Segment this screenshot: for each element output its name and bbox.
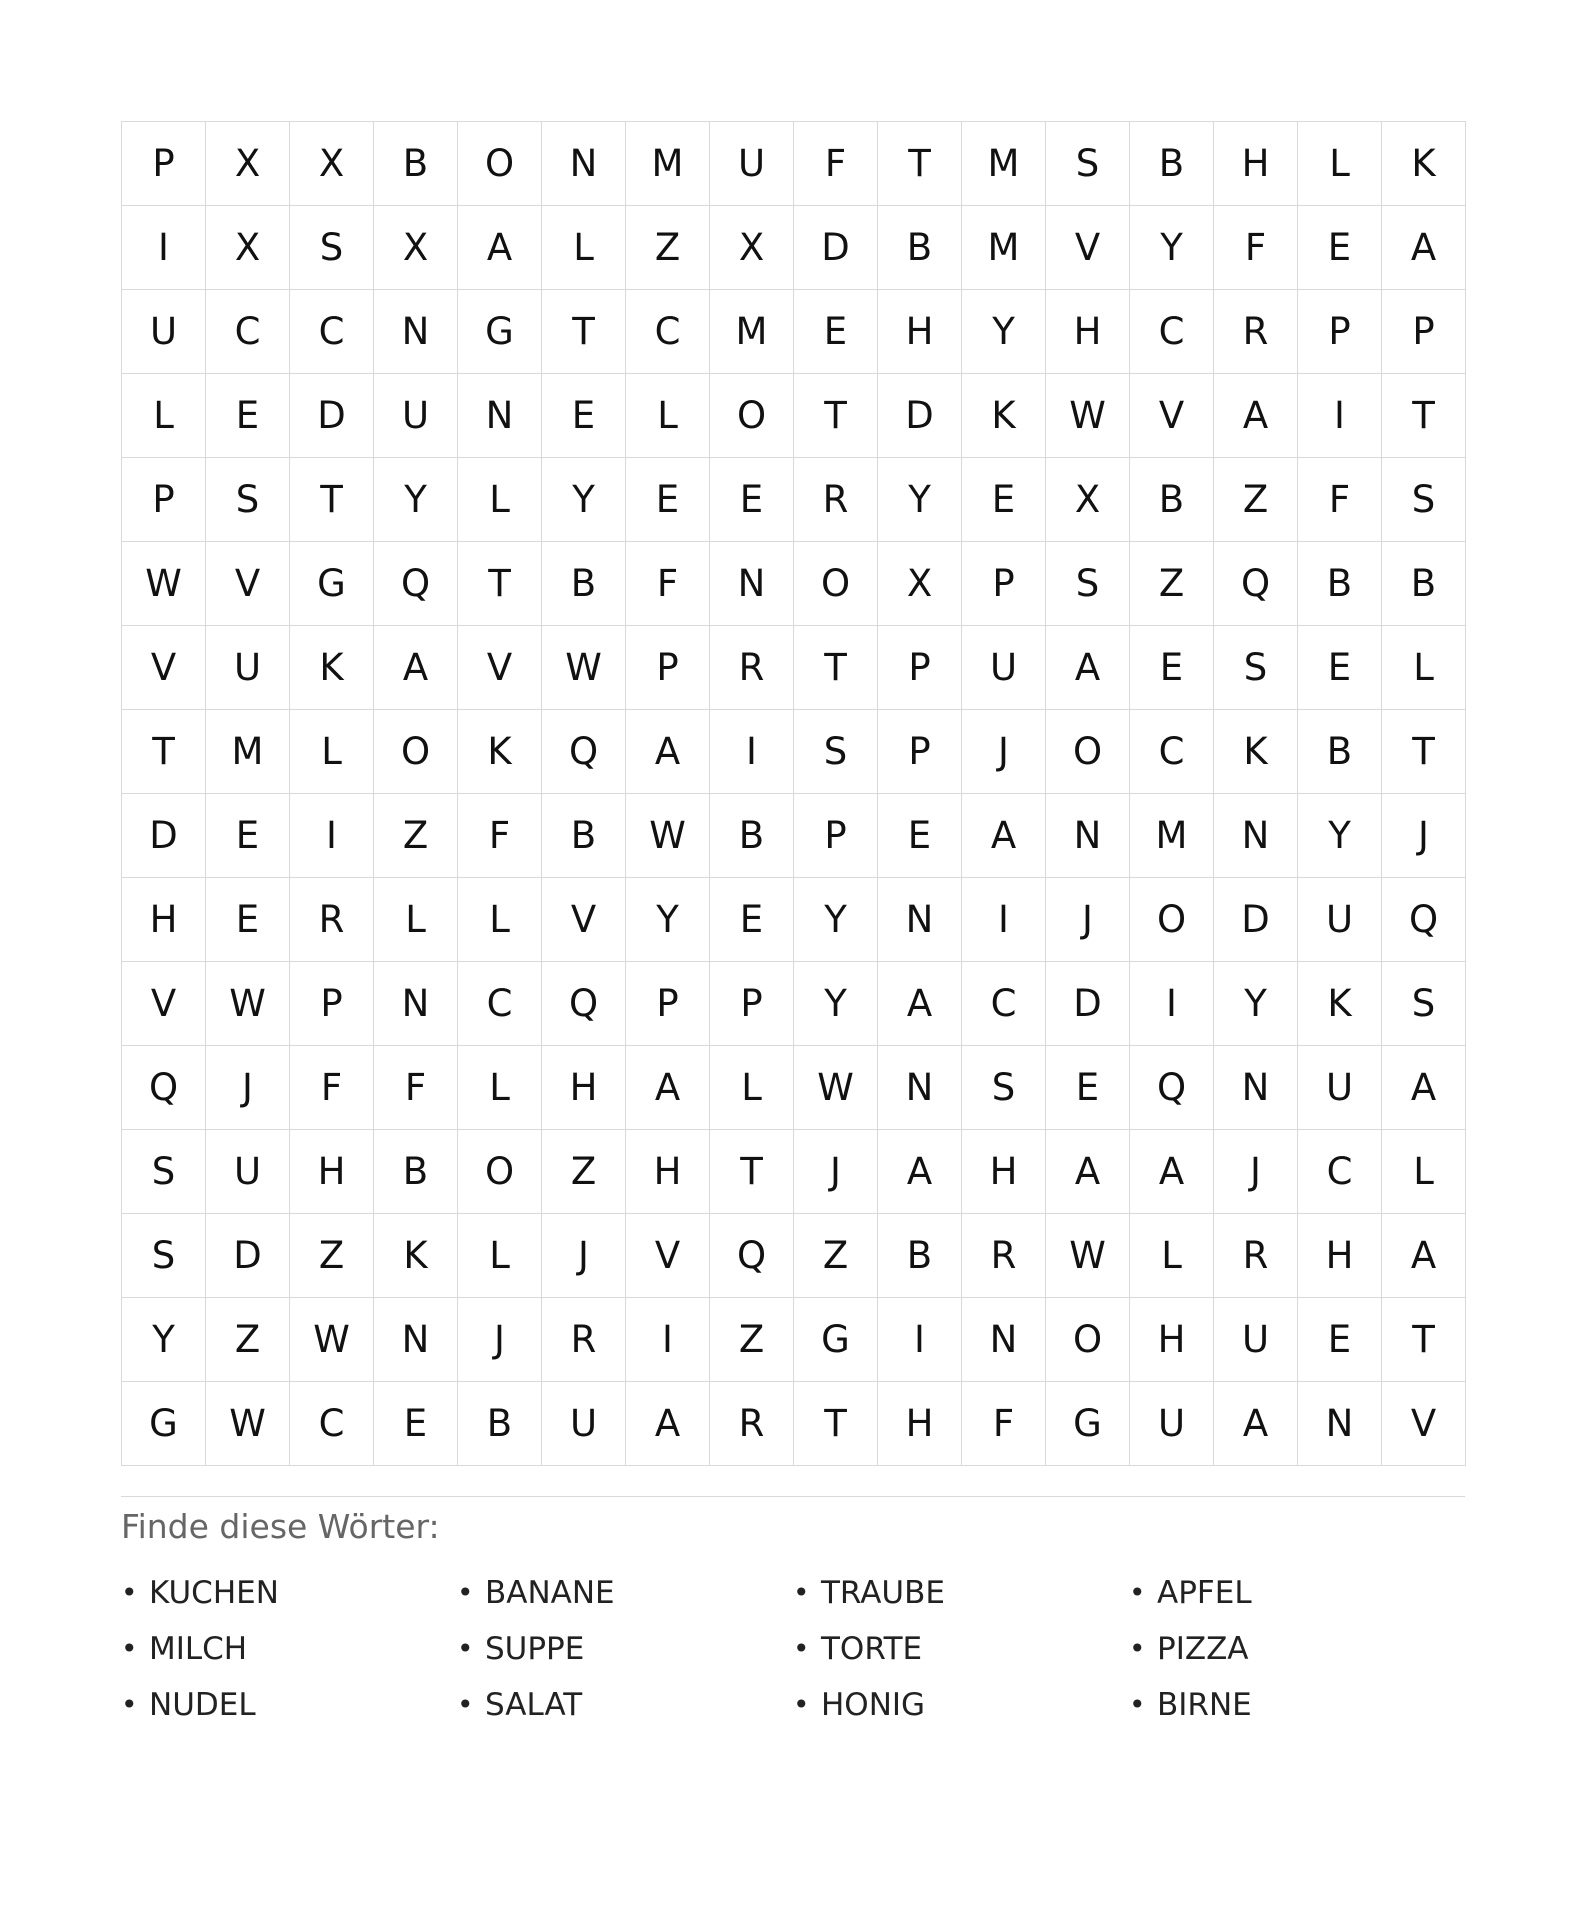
grid-cell[interactable]: C bbox=[290, 290, 374, 374]
grid-cell[interactable]: A bbox=[878, 1130, 962, 1214]
grid-cell[interactable]: B bbox=[1382, 542, 1466, 626]
grid-cell[interactable]: L bbox=[458, 1046, 542, 1130]
grid-cell[interactable]: N bbox=[458, 374, 542, 458]
grid-cell[interactable]: L bbox=[122, 374, 206, 458]
grid-cell[interactable]: U bbox=[206, 626, 290, 710]
grid-cell[interactable]: Y bbox=[374, 458, 458, 542]
grid-cell[interactable]: P bbox=[1298, 290, 1382, 374]
grid-cell[interactable]: L bbox=[542, 206, 626, 290]
grid-cell[interactable]: V bbox=[122, 626, 206, 710]
grid-cell[interactable]: S bbox=[122, 1130, 206, 1214]
grid-cell[interactable]: M bbox=[1130, 794, 1214, 878]
grid-cell[interactable]: T bbox=[878, 122, 962, 206]
word-label: NUDEL bbox=[149, 1687, 256, 1723]
grid-cell[interactable]: Q bbox=[542, 962, 626, 1046]
grid-cell[interactable]: C bbox=[206, 290, 290, 374]
word-list-item bbox=[1129, 1621, 1465, 1677]
grid-cell[interactable]: V bbox=[1382, 1382, 1466, 1466]
word-list-prompt: Finde diese Wörter: bbox=[121, 1507, 440, 1546]
grid-cell[interactable]: W bbox=[122, 542, 206, 626]
grid-cell[interactable]: M bbox=[962, 122, 1046, 206]
grid-cell[interactable]: Y bbox=[1130, 206, 1214, 290]
grid-cell[interactable]: A bbox=[1382, 206, 1466, 290]
grid-cell[interactable]: Q bbox=[1382, 878, 1466, 962]
grid-cell[interactable]: O bbox=[1046, 710, 1130, 794]
grid-cell[interactable]: P bbox=[878, 710, 962, 794]
grid-cell[interactable]: G bbox=[1046, 1382, 1130, 1466]
grid-cell[interactable]: R bbox=[962, 1214, 1046, 1298]
grid-cell[interactable]: P bbox=[1382, 290, 1466, 374]
grid-cell[interactable]: U bbox=[122, 290, 206, 374]
grid-cell[interactable]: P bbox=[710, 962, 794, 1046]
grid-cell[interactable]: A bbox=[374, 626, 458, 710]
word-list-item bbox=[457, 1677, 793, 1733]
grid-cell[interactable]: A bbox=[1046, 1130, 1130, 1214]
grid-cell[interactable]: L bbox=[626, 374, 710, 458]
grid-cell[interactable]: E bbox=[962, 458, 1046, 542]
grid-cell[interactable]: I bbox=[1130, 962, 1214, 1046]
word-label: PIZZA bbox=[1157, 1631, 1249, 1667]
grid-cell[interactable]: Y bbox=[1298, 794, 1382, 878]
grid-cell[interactable]: M bbox=[962, 206, 1046, 290]
grid-cell[interactable]: S bbox=[962, 1046, 1046, 1130]
word-label: KUCHEN bbox=[149, 1575, 279, 1611]
grid-cell[interactable]: U bbox=[710, 122, 794, 206]
grid-cell[interactable]: S bbox=[290, 206, 374, 290]
grid-cell[interactable]: R bbox=[794, 458, 878, 542]
grid-cell[interactable]: Y bbox=[122, 1298, 206, 1382]
word-list-item bbox=[457, 1565, 793, 1621]
grid-cell[interactable]: P bbox=[122, 458, 206, 542]
grid-cell[interactable]: H bbox=[878, 290, 962, 374]
grid-cell[interactable]: B bbox=[1298, 542, 1382, 626]
grid-cell[interactable]: Z bbox=[710, 1298, 794, 1382]
grid-cell[interactable]: O bbox=[710, 374, 794, 458]
grid-cell[interactable]: E bbox=[542, 374, 626, 458]
grid-cell[interactable]: V bbox=[1130, 374, 1214, 458]
grid-cell[interactable]: H bbox=[1046, 290, 1130, 374]
grid-cell[interactable]: D bbox=[878, 374, 962, 458]
grid-cell[interactable]: Q bbox=[710, 1214, 794, 1298]
grid-cell[interactable]: B bbox=[374, 122, 458, 206]
grid-cell[interactable]: E bbox=[1298, 626, 1382, 710]
grid-cell[interactable]: D bbox=[1214, 878, 1298, 962]
grid-cell[interactable]: B bbox=[458, 1382, 542, 1466]
bullet-icon: • bbox=[1129, 1688, 1146, 1721]
grid-cell[interactable]: O bbox=[374, 710, 458, 794]
word-list-item bbox=[457, 1621, 793, 1677]
grid-cell[interactable]: K bbox=[1382, 122, 1466, 206]
bullet-icon: • bbox=[793, 1688, 810, 1721]
grid-cell[interactable]: T bbox=[1382, 710, 1466, 794]
grid-cell[interactable]: B bbox=[878, 1214, 962, 1298]
grid-cell[interactable]: O bbox=[1046, 1298, 1130, 1382]
grid-cell[interactable]: U bbox=[962, 626, 1046, 710]
grid-cell[interactable]: L bbox=[1382, 626, 1466, 710]
grid-cell[interactable]: L bbox=[458, 1214, 542, 1298]
grid-cell[interactable]: D bbox=[794, 206, 878, 290]
bullet-icon: • bbox=[457, 1576, 474, 1609]
grid-cell[interactable]: O bbox=[1130, 878, 1214, 962]
grid-cell[interactable]: H bbox=[1298, 1214, 1382, 1298]
grid-cell[interactable]: C bbox=[1298, 1130, 1382, 1214]
bullet-icon: • bbox=[121, 1576, 138, 1609]
grid-cell[interactable]: U bbox=[206, 1130, 290, 1214]
grid-cell[interactable]: Y bbox=[794, 962, 878, 1046]
grid-cell[interactable]: A bbox=[1130, 1130, 1214, 1214]
grid-cell[interactable]: P bbox=[122, 122, 206, 206]
grid-cell[interactable]: X bbox=[710, 206, 794, 290]
grid-cell[interactable]: O bbox=[458, 1130, 542, 1214]
grid-cell[interactable]: F bbox=[794, 122, 878, 206]
grid-cell[interactable]: A bbox=[962, 794, 1046, 878]
grid-cell[interactable]: N bbox=[1298, 1382, 1382, 1466]
grid-cell[interactable]: Y bbox=[542, 458, 626, 542]
grid-cell[interactable]: F bbox=[374, 1046, 458, 1130]
grid-cell[interactable]: E bbox=[794, 290, 878, 374]
word-label: SUPPE bbox=[485, 1631, 585, 1667]
grid-cell[interactable]: Z bbox=[1214, 458, 1298, 542]
grid-cell[interactable]: T bbox=[710, 1130, 794, 1214]
word-list bbox=[121, 1565, 1465, 1733]
grid-cell[interactable]: I bbox=[122, 206, 206, 290]
grid-cell[interactable]: X bbox=[290, 122, 374, 206]
grid-cell[interactable]: J bbox=[1214, 1130, 1298, 1214]
grid-cell[interactable]: T bbox=[1382, 1298, 1466, 1382]
grid-cell[interactable]: Q bbox=[1130, 1046, 1214, 1130]
grid-cell[interactable]: S bbox=[1382, 458, 1466, 542]
grid-cell[interactable]: U bbox=[1214, 1298, 1298, 1382]
grid-cell[interactable]: K bbox=[962, 374, 1046, 458]
grid-cell[interactable]: G bbox=[794, 1298, 878, 1382]
grid-cell[interactable]: L bbox=[290, 710, 374, 794]
grid-cell[interactable]: E bbox=[1298, 206, 1382, 290]
grid-cell[interactable]: T bbox=[290, 458, 374, 542]
grid-cell[interactable]: K bbox=[374, 1214, 458, 1298]
grid-cell[interactable]: D bbox=[1046, 962, 1130, 1046]
divider bbox=[121, 1496, 1465, 1497]
grid-cell[interactable]: C bbox=[1130, 710, 1214, 794]
grid-cell[interactable]: S bbox=[1046, 542, 1130, 626]
grid-cell[interactable]: J bbox=[1046, 878, 1130, 962]
word-label: TRAUBE bbox=[821, 1575, 945, 1611]
grid-cell[interactable]: C bbox=[290, 1382, 374, 1466]
grid-cell[interactable]: N bbox=[878, 1046, 962, 1130]
grid-cell[interactable]: R bbox=[710, 626, 794, 710]
grid-cell[interactable]: X bbox=[878, 542, 962, 626]
grid-cell[interactable]: A bbox=[626, 710, 710, 794]
grid-cell[interactable]: C bbox=[626, 290, 710, 374]
grid-cell[interactable]: N bbox=[374, 290, 458, 374]
grid-cell[interactable]: U bbox=[1298, 878, 1382, 962]
grid-cell[interactable]: N bbox=[878, 878, 962, 962]
grid-cell[interactable]: E bbox=[1130, 626, 1214, 710]
grid-cell[interactable]: K bbox=[458, 710, 542, 794]
grid-cell[interactable]: B bbox=[878, 206, 962, 290]
grid-cell[interactable]: L bbox=[710, 1046, 794, 1130]
grid-cell[interactable]: P bbox=[794, 794, 878, 878]
grid-cell[interactable]: B bbox=[1130, 122, 1214, 206]
bullet-icon: • bbox=[457, 1632, 474, 1665]
grid-cell[interactable]: J bbox=[458, 1298, 542, 1382]
grid-cell[interactable]: V bbox=[122, 962, 206, 1046]
grid-cell[interactable]: N bbox=[542, 122, 626, 206]
grid-cell[interactable]: K bbox=[1214, 710, 1298, 794]
grid-cell[interactable]: L bbox=[458, 458, 542, 542]
word-list-item bbox=[121, 1621, 457, 1677]
grid-cell[interactable]: P bbox=[962, 542, 1046, 626]
grid-cell[interactable]: A bbox=[1046, 626, 1130, 710]
grid-cell[interactable]: E bbox=[710, 878, 794, 962]
grid-cell[interactable]: Z bbox=[206, 1298, 290, 1382]
grid-cell[interactable]: I bbox=[878, 1298, 962, 1382]
grid-cell[interactable]: C bbox=[1130, 290, 1214, 374]
grid-cell[interactable]: X bbox=[206, 122, 290, 206]
word-list-item bbox=[121, 1677, 457, 1733]
grid-cell[interactable]: L bbox=[374, 878, 458, 962]
grid-cell[interactable]: E bbox=[206, 374, 290, 458]
grid-cell[interactable]: S bbox=[794, 710, 878, 794]
grid-cell[interactable]: E bbox=[374, 1382, 458, 1466]
grid-cell[interactable]: W bbox=[794, 1046, 878, 1130]
grid-cell[interactable]: J bbox=[1382, 794, 1466, 878]
grid-cell[interactable]: B bbox=[1130, 458, 1214, 542]
grid-cell[interactable]: I bbox=[626, 1298, 710, 1382]
bullet-icon: • bbox=[793, 1632, 810, 1665]
word-list-item bbox=[1129, 1565, 1465, 1621]
grid-cell[interactable]: N bbox=[1214, 1046, 1298, 1130]
grid-cell[interactable]: L bbox=[1298, 122, 1382, 206]
grid-cell[interactable]: E bbox=[710, 458, 794, 542]
grid-cell[interactable]: N bbox=[962, 1298, 1046, 1382]
grid-cell[interactable]: C bbox=[458, 962, 542, 1046]
grid-cell[interactable]: I bbox=[290, 794, 374, 878]
grid-cell[interactable]: H bbox=[1214, 122, 1298, 206]
grid-cell[interactable]: F bbox=[626, 542, 710, 626]
grid-cell[interactable]: I bbox=[710, 710, 794, 794]
word-label: BANANE bbox=[485, 1575, 615, 1611]
grid-cell[interactable]: Z bbox=[794, 1214, 878, 1298]
bullet-icon: • bbox=[1129, 1576, 1146, 1609]
grid-cell[interactable]: U bbox=[542, 1382, 626, 1466]
grid-cell[interactable]: H bbox=[962, 1130, 1046, 1214]
grid-cell[interactable]: R bbox=[710, 1382, 794, 1466]
grid-cell[interactable]: H bbox=[878, 1382, 962, 1466]
grid-cell[interactable]: L bbox=[1130, 1214, 1214, 1298]
grid-cell[interactable]: E bbox=[206, 794, 290, 878]
word-label: TORTE bbox=[821, 1631, 923, 1667]
grid-cell[interactable]: B bbox=[542, 794, 626, 878]
grid-cell[interactable]: X bbox=[374, 206, 458, 290]
grid-cell[interactable]: H bbox=[290, 1130, 374, 1214]
grid-cell[interactable]: O bbox=[458, 122, 542, 206]
grid-cell[interactable]: I bbox=[1298, 374, 1382, 458]
grid-cell[interactable]: C bbox=[962, 962, 1046, 1046]
grid-cell[interactable]: S bbox=[1382, 962, 1466, 1046]
word-label: BIRNE bbox=[1157, 1687, 1252, 1723]
grid-cell[interactable]: K bbox=[1298, 962, 1382, 1046]
grid-cell[interactable]: R bbox=[290, 878, 374, 962]
grid-cell[interactable]: T bbox=[794, 1382, 878, 1466]
word-search-puzzle bbox=[121, 121, 1465, 1733]
grid-cell[interactable]: I bbox=[962, 878, 1046, 962]
grid-cell[interactable]: M bbox=[206, 710, 290, 794]
grid-cell[interactable]: W bbox=[206, 962, 290, 1046]
grid-cell[interactable]: T bbox=[122, 710, 206, 794]
grid-cell[interactable]: M bbox=[626, 122, 710, 206]
grid-cell[interactable]: H bbox=[542, 1046, 626, 1130]
grid-cell[interactable]: N bbox=[374, 1298, 458, 1382]
word-label: APFEL bbox=[1157, 1575, 1252, 1611]
grid-cell[interactable]: U bbox=[1130, 1382, 1214, 1466]
word-list-item bbox=[793, 1565, 1129, 1621]
grid-cell[interactable]: G bbox=[290, 542, 374, 626]
grid-cell[interactable]: H bbox=[122, 878, 206, 962]
grid-cell[interactable]: S bbox=[122, 1214, 206, 1298]
grid-cell[interactable]: V bbox=[626, 1214, 710, 1298]
grid-cell[interactable]: X bbox=[206, 206, 290, 290]
grid-cell[interactable]: G bbox=[122, 1382, 206, 1466]
grid-cell[interactable]: J bbox=[206, 1046, 290, 1130]
grid-cell[interactable]: Z bbox=[374, 794, 458, 878]
grid-cell[interactable]: F bbox=[1214, 206, 1298, 290]
grid-cell[interactable]: A bbox=[458, 206, 542, 290]
grid-cell[interactable]: P bbox=[626, 626, 710, 710]
grid-cell[interactable]: Z bbox=[626, 206, 710, 290]
grid-cell[interactable]: V bbox=[458, 626, 542, 710]
grid-cell[interactable]: Q bbox=[374, 542, 458, 626]
grid-cell[interactable]: B bbox=[710, 794, 794, 878]
grid-cell[interactable]: T bbox=[542, 290, 626, 374]
grid-cell[interactable]: A bbox=[626, 1046, 710, 1130]
grid-cell[interactable]: N bbox=[710, 542, 794, 626]
grid-cell[interactable]: Q bbox=[542, 710, 626, 794]
grid-cell[interactable]: D bbox=[206, 1214, 290, 1298]
word-list-item bbox=[121, 1565, 457, 1621]
grid-cell[interactable]: Y bbox=[794, 878, 878, 962]
grid-cell[interactable]: F bbox=[458, 794, 542, 878]
bullet-icon: • bbox=[121, 1688, 138, 1721]
grid-cell[interactable]: Y bbox=[962, 290, 1046, 374]
grid-cell[interactable]: A bbox=[1214, 374, 1298, 458]
grid-cell[interactable]: N bbox=[374, 962, 458, 1046]
grid-cell[interactable]: P bbox=[878, 626, 962, 710]
grid-cell[interactable]: M bbox=[710, 290, 794, 374]
grid-cell[interactable]: S bbox=[206, 458, 290, 542]
grid-cell[interactable]: R bbox=[1214, 290, 1298, 374]
grid-cell[interactable]: Z bbox=[1130, 542, 1214, 626]
grid-cell[interactable]: R bbox=[1214, 1214, 1298, 1298]
grid-cell[interactable]: W bbox=[1046, 374, 1130, 458]
grid-cell[interactable]: A bbox=[1214, 1382, 1298, 1466]
grid-cell[interactable]: T bbox=[458, 542, 542, 626]
grid-cell[interactable]: Y bbox=[878, 458, 962, 542]
word-label: SALAT bbox=[485, 1687, 583, 1723]
grid-cell[interactable]: P bbox=[290, 962, 374, 1046]
grid-cell[interactable]: Y bbox=[626, 878, 710, 962]
word-list-item bbox=[1129, 1677, 1465, 1733]
grid-cell[interactable]: K bbox=[290, 626, 374, 710]
grid-cell[interactable]: T bbox=[794, 626, 878, 710]
grid-cell[interactable]: B bbox=[542, 542, 626, 626]
grid-cell[interactable]: J bbox=[962, 710, 1046, 794]
grid-cell[interactable]: T bbox=[1382, 374, 1466, 458]
grid-cell[interactable]: H bbox=[1130, 1298, 1214, 1382]
grid-cell[interactable]: S bbox=[1046, 122, 1130, 206]
grid-cell[interactable]: N bbox=[1046, 794, 1130, 878]
grid-cell[interactable]: W bbox=[1046, 1214, 1130, 1298]
grid-cell[interactable]: W bbox=[542, 626, 626, 710]
grid-cell[interactable]: A bbox=[626, 1382, 710, 1466]
grid-cell[interactable]: Z bbox=[290, 1214, 374, 1298]
grid-cell[interactable]: L bbox=[1382, 1130, 1466, 1214]
grid-cell[interactable]: U bbox=[374, 374, 458, 458]
grid-cell[interactable]: N bbox=[1214, 794, 1298, 878]
grid-cell[interactable]: O bbox=[794, 542, 878, 626]
bullet-icon: • bbox=[1129, 1632, 1146, 1665]
bullet-icon: • bbox=[121, 1632, 138, 1665]
grid-cell[interactable]: F bbox=[962, 1382, 1046, 1466]
grid-cell[interactable]: J bbox=[542, 1214, 626, 1298]
grid-cell[interactable]: Q bbox=[122, 1046, 206, 1130]
word-label: HONIG bbox=[821, 1687, 926, 1723]
grid-cell[interactable]: R bbox=[542, 1298, 626, 1382]
letter-grid bbox=[121, 121, 1466, 1466]
grid-cell[interactable]: J bbox=[794, 1130, 878, 1214]
grid-cell[interactable]: B bbox=[1298, 710, 1382, 794]
grid-cell[interactable]: P bbox=[626, 962, 710, 1046]
grid-cell[interactable]: Z bbox=[542, 1130, 626, 1214]
word-list-item bbox=[793, 1621, 1129, 1677]
grid-cell[interactable]: E bbox=[1298, 1298, 1382, 1382]
grid-cell[interactable]: E bbox=[1046, 1046, 1130, 1130]
grid-cell[interactable]: V bbox=[1046, 206, 1130, 290]
grid-cell[interactable]: L bbox=[458, 878, 542, 962]
grid-cell[interactable]: V bbox=[542, 878, 626, 962]
grid-cell[interactable]: A bbox=[1382, 1046, 1466, 1130]
grid-cell[interactable]: Q bbox=[1214, 542, 1298, 626]
grid-cell[interactable]: W bbox=[206, 1382, 290, 1466]
grid-cell[interactable]: D bbox=[290, 374, 374, 458]
grid-cell[interactable]: V bbox=[206, 542, 290, 626]
bullet-icon: • bbox=[793, 1576, 810, 1609]
bullet-icon: • bbox=[457, 1688, 474, 1721]
word-list-item bbox=[793, 1677, 1129, 1733]
grid-cell[interactable]: G bbox=[458, 290, 542, 374]
grid-cell[interactable]: F bbox=[1298, 458, 1382, 542]
grid-cell[interactable]: D bbox=[122, 794, 206, 878]
grid-cell[interactable]: A bbox=[1382, 1214, 1466, 1298]
grid-cell[interactable]: E bbox=[206, 878, 290, 962]
grid-cell[interactable]: E bbox=[878, 794, 962, 878]
word-label: MILCH bbox=[149, 1631, 248, 1667]
grid-cell[interactable]: Y bbox=[1214, 962, 1298, 1046]
grid-cell[interactable]: U bbox=[1298, 1046, 1382, 1130]
grid-cell[interactable]: F bbox=[290, 1046, 374, 1130]
grid-cell[interactable]: W bbox=[290, 1298, 374, 1382]
grid-cell[interactable]: A bbox=[878, 962, 962, 1046]
grid-cell[interactable]: X bbox=[1046, 458, 1130, 542]
grid-cell[interactable]: S bbox=[1214, 626, 1298, 710]
grid-cell[interactable]: E bbox=[626, 458, 710, 542]
grid-cell[interactable]: T bbox=[794, 374, 878, 458]
grid-cell[interactable]: W bbox=[626, 794, 710, 878]
grid-cell[interactable]: H bbox=[626, 1130, 710, 1214]
grid-cell[interactable]: B bbox=[374, 1130, 458, 1214]
